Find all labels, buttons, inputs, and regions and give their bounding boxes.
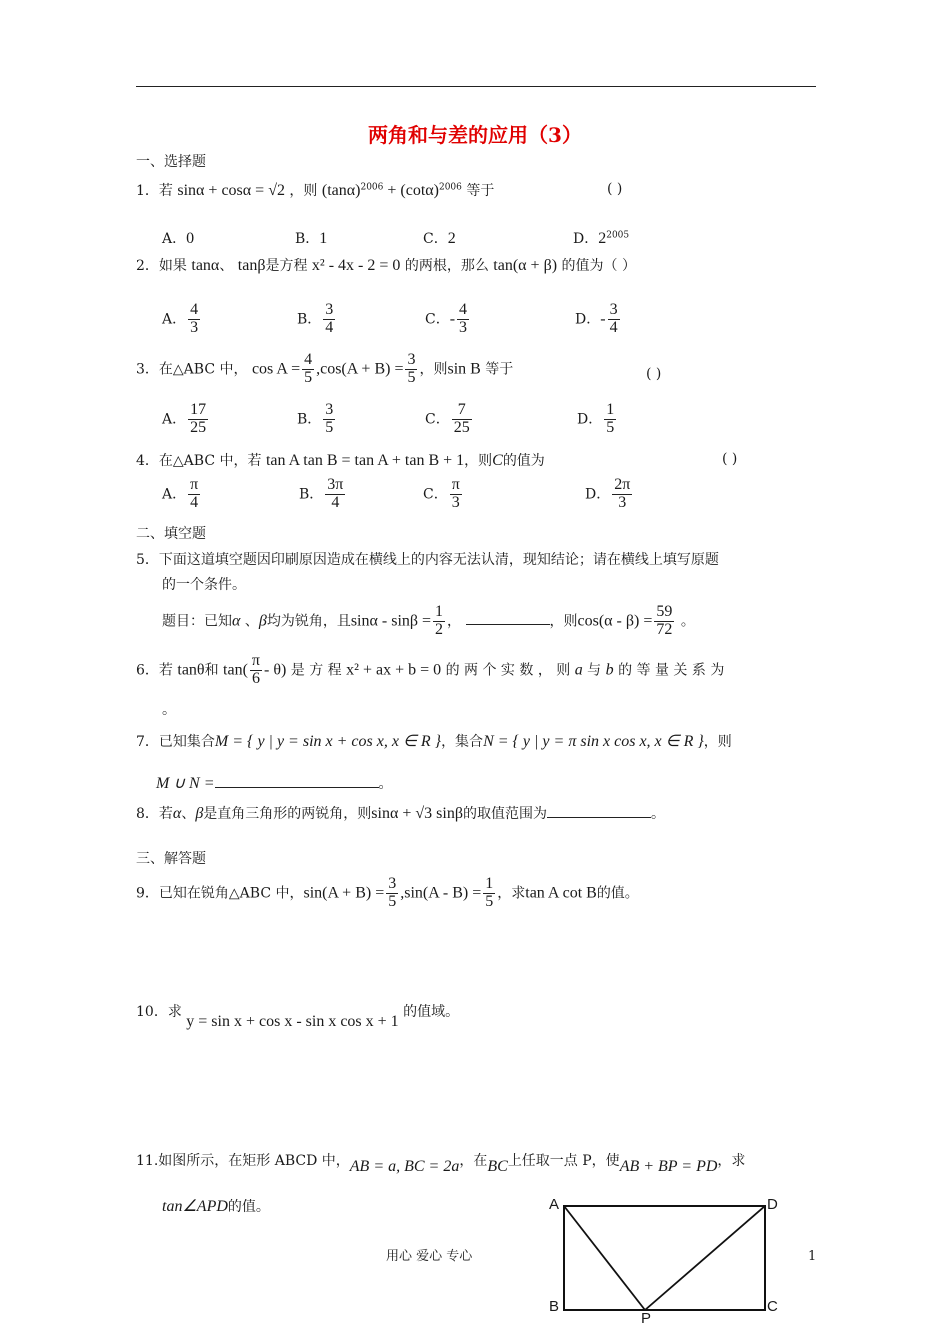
q1-mid: ，则	[289, 183, 318, 199]
q3-option-d: D． $\frac{1}{5}$	[577, 401, 615, 436]
q1-expr2: (tanα)	[321, 182, 361, 199]
q8-blank	[547, 805, 651, 818]
q4-paren: ( )	[722, 451, 738, 467]
section-fill: 二、填空题	[136, 526, 206, 542]
q3-option-b: B． $\frac{3}{5}$	[297, 401, 334, 436]
q1-option-a: A．0	[162, 230, 195, 247]
q1-exp2: 2006	[438, 182, 462, 193]
section-choice: 一、选择题	[136, 154, 206, 170]
segment-ap	[564, 1206, 645, 1310]
figure-label-a: A	[549, 1196, 560, 1213]
q3-option-c: C． $\frac{7}{25}$	[425, 401, 470, 436]
q1-tail: 等于	[466, 183, 495, 199]
figure-label-p: P	[641, 1310, 652, 1327]
q5-line3: 题目：已知α 、β均为锐角，且sinα - sinβ = $\frac{1}{2}$ ， ，则cos(α - β) = $\frac{59}{72}$ 。	[162, 603, 695, 638]
q6-end: 。	[162, 702, 176, 718]
footer-slogan: 用心 爱心 专心	[386, 1249, 473, 1264]
question-11: 11.如图所示，在矩形 ABCD 中，AB = a, BC = 2a，在BC上任取一点 P，使AB + BP = PD，求	[136, 1153, 746, 1175]
q4-option-d: D． $\frac{2\pi}{3}$	[585, 476, 631, 511]
q1-expr3: + (cotα)	[383, 182, 439, 199]
q2-option-d: D．- $\frac{3}{4}$	[575, 301, 618, 336]
q5-blank	[466, 612, 550, 625]
q4-option-b: B． $\frac{3\pi}{4}$	[299, 476, 344, 511]
q1-option-b: B．1	[295, 230, 328, 247]
page-title: 两角和与差的应用（3）	[368, 123, 582, 147]
question-4: 4．在△ABC 中，若 tan A tan B = tan A + tan B + 1，则C的值为	[136, 452, 545, 469]
q1-exp1: 2006	[360, 182, 384, 193]
q3-option-a: A． $\frac{17}{25}$	[162, 401, 207, 436]
page-number: 1	[808, 1249, 817, 1264]
question-10: 10．求 y = sin x + cos x - sin x cos x + 1 的值域。	[136, 1004, 460, 1030]
q1-expr: sinα + cosα = √2	[177, 182, 285, 199]
rectangle-abcd	[564, 1206, 765, 1310]
segment-dp	[645, 1206, 765, 1310]
figure-label-c: C	[767, 1298, 778, 1315]
q5-line1: 5．下面这道填空题因印刷原因造成在横线上的内容无法认清，现知结论；请在横线上填写原题	[136, 552, 719, 568]
q5-line2: 的一个条件。	[162, 577, 246, 593]
q1-num: 1．若	[136, 183, 173, 199]
q1-option-c: C．2	[423, 230, 456, 247]
question-1	[136, 182, 494, 200]
figure-label-b: B	[549, 1298, 560, 1315]
header-rule	[136, 86, 816, 87]
question-3: 3．在△ABC 中， cos A = $\frac{4}{5}$ ,cos(A + B) = $\frac{3}{5}$ ，则sin B 等于	[136, 351, 514, 386]
q1-option-d: D．$2^{2005}$	[573, 230, 630, 247]
question-2: 2．如果 tanα、 tanβ是方程 x² - 4x - 2 = 0 的两根，那么 tan(α + β) 的值为（ ）	[136, 257, 636, 274]
q1-paren: ( )	[607, 181, 623, 197]
q11-line2: tan∠APD的值。	[162, 1198, 270, 1215]
q4-option-a: A． $\frac{\pi}{4}$	[162, 476, 199, 511]
figure-label-d: D	[767, 1196, 778, 1213]
q7-blank	[215, 775, 379, 788]
question-8: 8．若α、β是直角三角形的两锐角，则sinα + √3 sinβ的取值范围为 。	[136, 805, 665, 822]
rectangle-figure	[540, 1195, 790, 1335]
q3-paren: ( )	[646, 366, 662, 382]
q2-option-a: A． $\frac{4}{3}$	[162, 301, 199, 336]
q7-line2: M ∪ N = 。	[156, 775, 393, 792]
q2-option-b: B． $\frac{3}{4}$	[297, 301, 334, 336]
question-7: 7．已知集合M = { y | y = sin x + cos x, x ∈ R }，集合N = { y | y = π sin x cos x, x ∈ R }，则	[136, 733, 732, 750]
question-9: 9．已知在锐角△ABC 中，sin(A + B) = $\frac{3}{5}$ ,sin(A - B) = $\frac{1}{5}$ ，求tan A cot B的值。	[136, 875, 639, 910]
question-6: 6．若 tanθ和 tan( $\frac{\pi}{6}$ - θ) 是 方 程 x² + ax + b = 0 的 两 个 实 数 ， 则 a 与 b 的 等 量 关 系 为	[136, 652, 725, 687]
q4-option-c: C． $\frac{\pi}{3}$	[423, 476, 460, 511]
q2-option-c: C．- $\frac{4}{3}$	[425, 301, 468, 336]
section-solve: 三、解答题	[136, 851, 206, 867]
